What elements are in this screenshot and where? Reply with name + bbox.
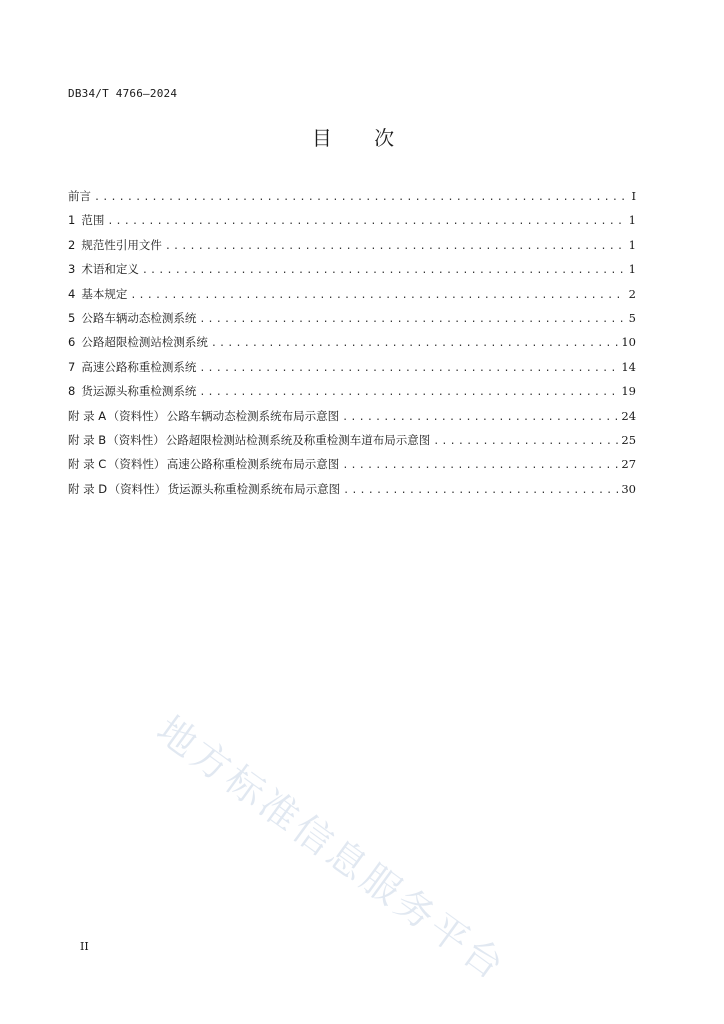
toc-section-number: 6 bbox=[68, 335, 76, 350]
toc-label: 高速公路称重检测系统 bbox=[81, 359, 197, 374]
toc-leader-dots bbox=[343, 479, 618, 503]
toc-page-number: 27 bbox=[621, 457, 637, 472]
toc-label: 货运源头称重检测系统 bbox=[81, 384, 197, 399]
toc-leader-dots bbox=[199, 357, 618, 381]
toc-label: 高速公路称重检测系统布局示意图 bbox=[166, 457, 340, 472]
annex-type: （资料性） bbox=[107, 457, 166, 472]
toc-entry[interactable] bbox=[68, 257, 636, 281]
toc-annex-entry[interactable] bbox=[68, 477, 636, 501]
toc-section-number: 8 bbox=[68, 384, 76, 399]
toc-entry[interactable] bbox=[68, 330, 636, 354]
toc-leader-dots bbox=[199, 381, 618, 405]
toc-page-number: 10 bbox=[621, 335, 636, 350]
toc-page-number: 25 bbox=[621, 432, 637, 447]
document-code: DB34/T 4766—2024 bbox=[68, 87, 178, 100]
toc-page-number: 19 bbox=[621, 384, 636, 399]
toc-leader-dots bbox=[199, 308, 625, 332]
watermark: 地方标准信息服务平台 bbox=[148, 707, 515, 990]
toc-page-number: 1 bbox=[628, 262, 636, 277]
toc-section-number: 3 bbox=[68, 262, 76, 277]
toc-label: 规范性引用文件 bbox=[81, 237, 162, 252]
annex-type: （资料性） bbox=[107, 432, 165, 447]
toc-leader-dots bbox=[165, 235, 625, 259]
annex-type: （资料性） bbox=[108, 481, 167, 496]
toc-section-number: 2 bbox=[68, 237, 76, 252]
toc-annex-entry[interactable] bbox=[68, 428, 636, 452]
toc-entry[interactable] bbox=[68, 379, 636, 403]
toc-section-number: 4 bbox=[68, 286, 76, 301]
toc-annex-entry[interactable] bbox=[68, 452, 636, 476]
toc-page-number: 14 bbox=[621, 359, 636, 374]
toc-label: 公路车辆动态检测系统布局示意图 bbox=[166, 408, 340, 423]
toc-page-number: 1 bbox=[628, 237, 636, 252]
toc-entry[interactable] bbox=[68, 282, 636, 306]
toc-section-number: 5 bbox=[68, 310, 76, 325]
toc-entry-foreword[interactable] bbox=[68, 184, 636, 208]
annex-prefix: 附 录 D bbox=[68, 481, 108, 496]
toc-label: 公路车辆动态检测系统 bbox=[81, 310, 197, 325]
toc-label: 范围 bbox=[81, 213, 105, 228]
annex-type: （资料性） bbox=[107, 408, 166, 423]
toc-entry[interactable] bbox=[68, 306, 636, 330]
toc-page-number: I bbox=[631, 189, 636, 203]
toc-label: 公路超限检测站检测系统及称重检测车道布局示意图 bbox=[165, 432, 431, 447]
toc-leader-dots bbox=[130, 284, 625, 308]
toc-leader-dots bbox=[342, 454, 618, 478]
toc-annex-entry[interactable] bbox=[68, 404, 636, 428]
toc-page-number: 30 bbox=[621, 481, 636, 496]
toc-leader-dots bbox=[142, 259, 625, 283]
toc-entry[interactable] bbox=[68, 208, 636, 232]
toc-leader-dots bbox=[433, 430, 618, 454]
toc-page-number: 24 bbox=[621, 408, 637, 423]
annex-prefix: 附 录 C bbox=[68, 457, 107, 472]
toc-label: 术语和定义 bbox=[81, 262, 139, 277]
toc-section-number: 7 bbox=[68, 359, 76, 374]
table-of-contents bbox=[68, 184, 636, 501]
toc-leader-dots bbox=[94, 186, 625, 210]
toc-label: 公路超限检测站检测系统 bbox=[81, 335, 208, 350]
toc-leader-dots bbox=[211, 332, 619, 356]
toc-section-number: 1 bbox=[68, 213, 76, 228]
annex-prefix: 附 录 A bbox=[68, 408, 107, 423]
annex-prefix: 附 录 B bbox=[68, 432, 107, 447]
toc-leader-dots bbox=[107, 210, 625, 234]
toc-page-number: 1 bbox=[628, 213, 636, 228]
toc-entry[interactable] bbox=[68, 233, 636, 257]
toc-page-number: 5 bbox=[628, 310, 636, 325]
toc-label: 基本规定 bbox=[81, 286, 128, 301]
toc-page-number: 2 bbox=[628, 286, 636, 301]
page-number: II bbox=[80, 940, 89, 953]
toc-leader-dots bbox=[342, 406, 618, 430]
toc-label: 前言 bbox=[68, 189, 91, 203]
page-title: 目 次 bbox=[311, 126, 413, 150]
toc-label: 货运源头称重检测系统布局示意图 bbox=[167, 481, 341, 496]
toc-entry[interactable] bbox=[68, 355, 636, 379]
